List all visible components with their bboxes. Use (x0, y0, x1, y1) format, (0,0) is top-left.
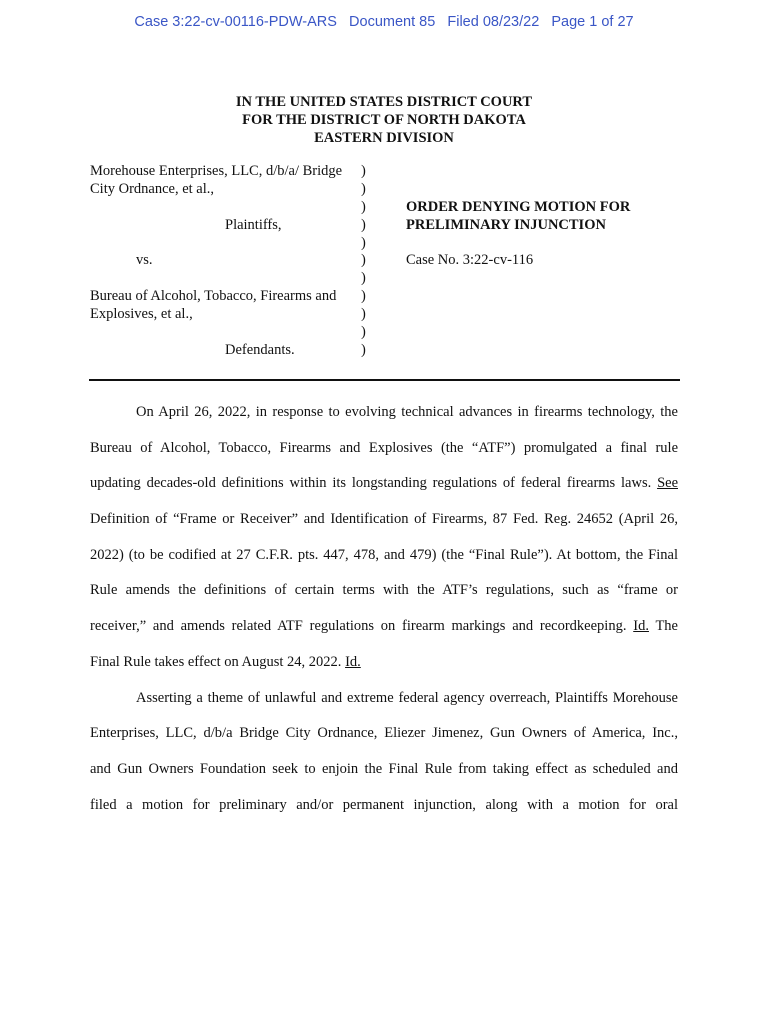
text-line (90, 645, 678, 681)
caption-divider (89, 379, 680, 381)
text-line: 2022) (to be codified at 27 C.F.R. pts. 447, 478, and 479) (the “Final Rule”). At bottom, the Final (90, 546, 678, 563)
court-line-2: FOR THE DISTRICT OF NORTH DAKOTA (242, 112, 526, 128)
plaintiff-name-2: City Ordnance, et al., (90, 180, 215, 197)
text-line: Definition of “Frame or Receiver” and Identification of Firearms, 87 Fed. Reg. 24652 (April 26, (90, 511, 678, 528)
defendant-name-2: Explosives, et al., (90, 306, 193, 323)
caption-paren: ) (361, 306, 366, 323)
caption-paren: ) (361, 180, 366, 197)
caption-paren: ) (361, 198, 366, 215)
order-title-line-2: PRELIMINARY INJUNCTION (406, 216, 606, 233)
see-citation-signal: See (657, 475, 678, 492)
defendant-name-1: Bureau of Alcohol, Tobacco, Firearms and (90, 288, 337, 305)
plaintiff-name-1: Morehouse Enterprises, LLC, d/b/a/ Bridge (90, 163, 343, 179)
caption-paren: ) (361, 270, 366, 287)
versus-label: vs. (136, 252, 153, 269)
case-number: Case No. 3:22-cv-116 (406, 252, 534, 269)
paragraph-2 (90, 681, 678, 824)
text-line (90, 466, 678, 502)
caption-paren: ) (361, 216, 366, 233)
text-line: Bureau of Alcohol, Tobacco, Firearms and Explosives (the “ATF”) promulgated a final rule (90, 439, 678, 456)
text-line: Rule amends the definitions of certain terms with the ATF’s regulations, such as “frame or (90, 582, 678, 599)
text-span: receiver,” and amends related ATF regulations on firearm markings and recordkeeping. (90, 618, 627, 635)
text-span: updating decades-old definitions within its longstanding regulations of federal firearms laws. (90, 475, 652, 492)
order-body (90, 395, 678, 823)
paragraph-1 (90, 395, 678, 681)
text-line: filed a motion for preliminary and/or permanent injunction, along with a motion for oral (90, 796, 678, 813)
text-line: Enterprises, LLC, d/b/a Bridge City Ordnance, Eliezer Jimenez, Gun Owners of America, Inc., (90, 725, 678, 742)
order-title-line-1: ORDER DENYING MOTION FOR (406, 198, 631, 215)
caption-paren: ) (361, 324, 366, 341)
id-citation: Id. (345, 653, 361, 670)
caption-paren: ) (361, 234, 366, 251)
id-citation: Id. (633, 618, 649, 635)
court-line-3: EASTERN DIVISION (314, 130, 454, 146)
court-line-1: IN THE UNITED STATES DISTRICT COURT (235, 94, 533, 110)
text-line: On April 26, 2022, in response to evolving technical advances in firearms technology, the (136, 404, 678, 420)
case-caption (90, 163, 690, 360)
court-heading (0, 93, 768, 147)
text-span: The (655, 618, 678, 635)
text-line: and Gun Owners Foundation seek to enjoin the Final Rule from taking effect as scheduled and (90, 760, 678, 777)
caption-paren: ) (361, 163, 366, 179)
caption-paren: ) (361, 341, 366, 358)
caption-paren: ) (361, 288, 366, 305)
text-line (90, 609, 678, 645)
plaintiffs-label: Plaintiffs, (225, 216, 282, 233)
text-line: Asserting a theme of unlawful and extreme federal agency overreach, Plaintiffs Morehouse (136, 689, 678, 706)
text-span: Final Rule takes effect on August 24, 2022. (90, 653, 342, 670)
defendants-label: Defendants. (225, 341, 295, 358)
caption-paren: ) (361, 252, 366, 269)
case-header-stamp: Case 3:22-cv-00116-PDW-ARS Document 85 Filed 08/23/22 Page 1 of 27 (134, 14, 634, 30)
